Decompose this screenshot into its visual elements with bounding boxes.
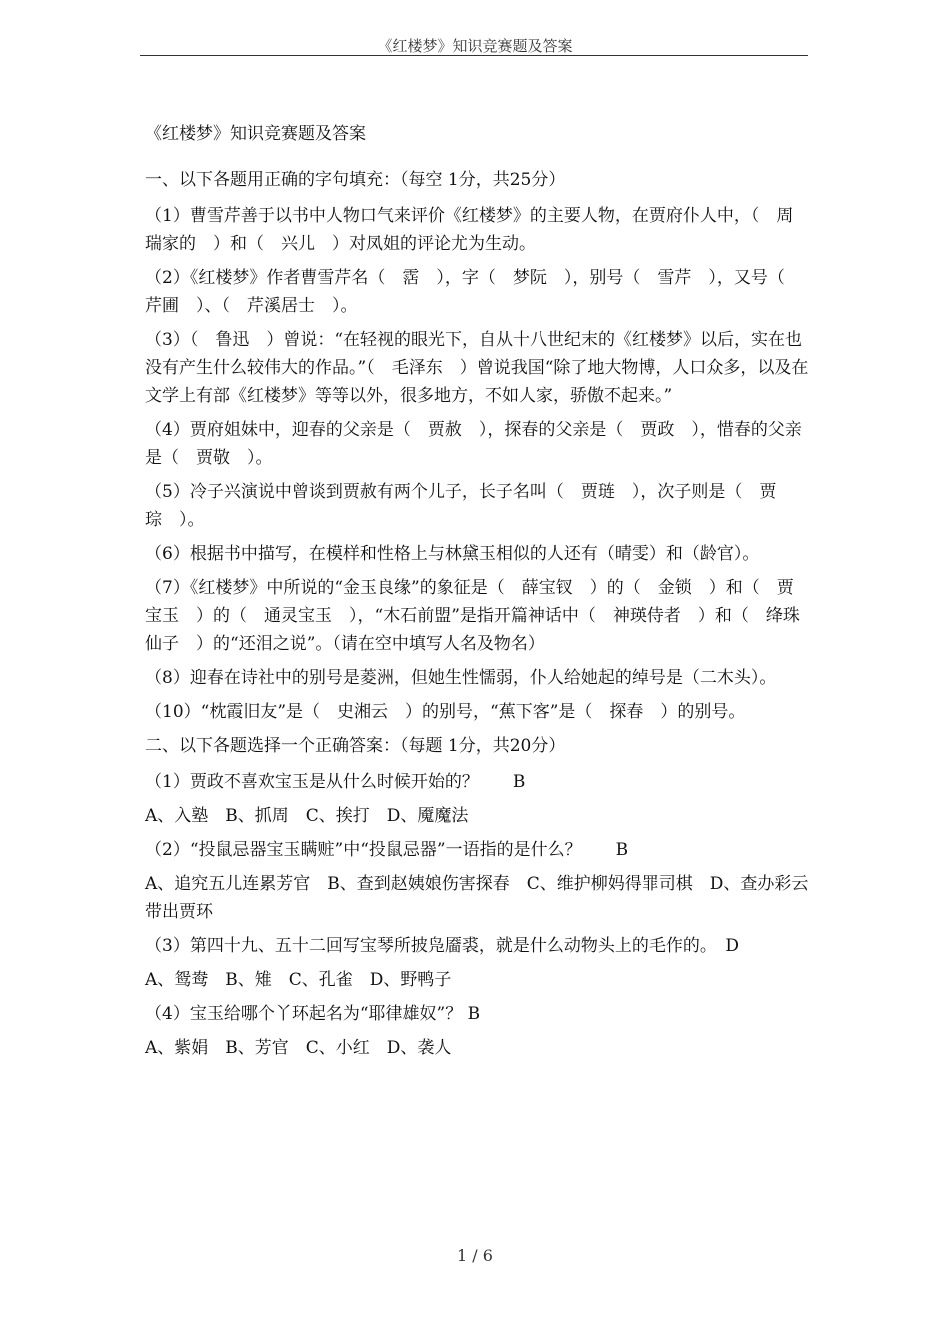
- question-2-3: （3）第四十九、五十二回写宝琴所披凫靥裘，就是什么动物头上的毛作的。 D: [145, 936, 739, 956]
- page-number: 1 / 6: [457, 1246, 493, 1265]
- question-1-7: （7）《红楼梦》中所说的“金玉良缘”的象征是（ 薛宝钗 ）的（ 金锁 ）和（ 贾宝玉 ）的（ 通灵宝玉 ），“木石前盟”是指开篇神话中（ 神瑛侍者 ）和（ 绛珠仙子 ）的“还泪之说”。（请在空中填写人名及物名）: [145, 578, 800, 654]
- question-1-5: （5）冷子兴演说中曾谈到贾赦有两个儿子，长子名叫（ 贾琏 ），次子则是（ 贾琮 ）。: [145, 482, 777, 530]
- options-2-2: A、追究五儿连累芳官 B、查到赵姨娘伤害探春 C、维护柳妈得罪司棋 D、查办彩云带出贾环: [145, 874, 809, 922]
- question-2-1: （1）贾政不喜欢宝玉是从什么时候开始的？ B: [145, 772, 526, 792]
- question-1-1: （1）曹雪芹善于以书中人物口气来评价《红楼梦》的主要人物，在贾府仆人中，（ 周瑞家的 ）和（ 兴儿 ）对凤姐的评论尤为生动。: [145, 206, 794, 254]
- section2-heading: 二、以下各题选择一个正确答案：（每题 1分，共20分）: [145, 736, 566, 756]
- question-1-6: （6）根据书中描写，在模样和性格上与林黛玉相似的人还有（晴雯）和（龄官）。: [145, 544, 760, 564]
- question-2-4: （4）宝玉给哪个丫环起名为“耶律雄奴”？ B: [145, 1004, 481, 1024]
- question-2-2: （2）“投鼠忌器宝玉瞒赃”中“投鼠忌器”一语指的是什么？ B: [145, 840, 629, 860]
- document-body: [145, 120, 810, 1068]
- section1-heading: 一、以下各题用正确的字句填充：（每空 1分，共25分）: [145, 170, 566, 190]
- question-1-4: （4）贾府姐妹中，迎春的父亲是（ 贾赦 ），探春的父亲是（ 贾政 ），惜春的父亲是（ 贾敬 ）。: [145, 420, 802, 468]
- document-title: 《红楼梦》知识竞赛题及答案: [145, 124, 366, 144]
- question-1-2: （2）《红楼梦》作者曹雪芹名（ 霑 ），字（ 梦阮 ），别号（ 雪芹 ），又号（ 芹圃 ）、（ 芹溪居士 ）。: [145, 268, 802, 316]
- options-2-4: A、紫娟 B、芳官 C、小红 D、袭人: [145, 1038, 452, 1058]
- header-title: 《红楼梦》知识竞赛题及答案: [377, 37, 573, 55]
- question-1-3: （3）（ 鲁迅 ）曾说：“在轻视的眼光下，自从十八世纪末的《红楼梦》以后，实在也没有产生什么较伟大的作品。”（ 毛泽东 ）曾说我国“除了地大物博，人口众多，以及在文学上有部《红楼梦》等等以外，很多地方，不如人家，骄傲不起来。”: [145, 330, 809, 406]
- options-2-1: A、入塾 B、抓周 C、挨打 D、魇魔法: [145, 806, 469, 826]
- question-1-10: （10）“枕霞旧友”是（ 史湘云 ）的别号，“蕉下客”是（ 探春 ）的别号。: [145, 702, 746, 722]
- question-1-8: （8）迎春在诗社中的别号是菱洲，但她生性懦弱，仆人给她起的绰号是（二木头）。: [145, 668, 777, 688]
- header-rule: [140, 55, 808, 56]
- options-2-3: A、鸳鸯 B、雉 C、孔雀 D、野鸭子: [145, 970, 452, 990]
